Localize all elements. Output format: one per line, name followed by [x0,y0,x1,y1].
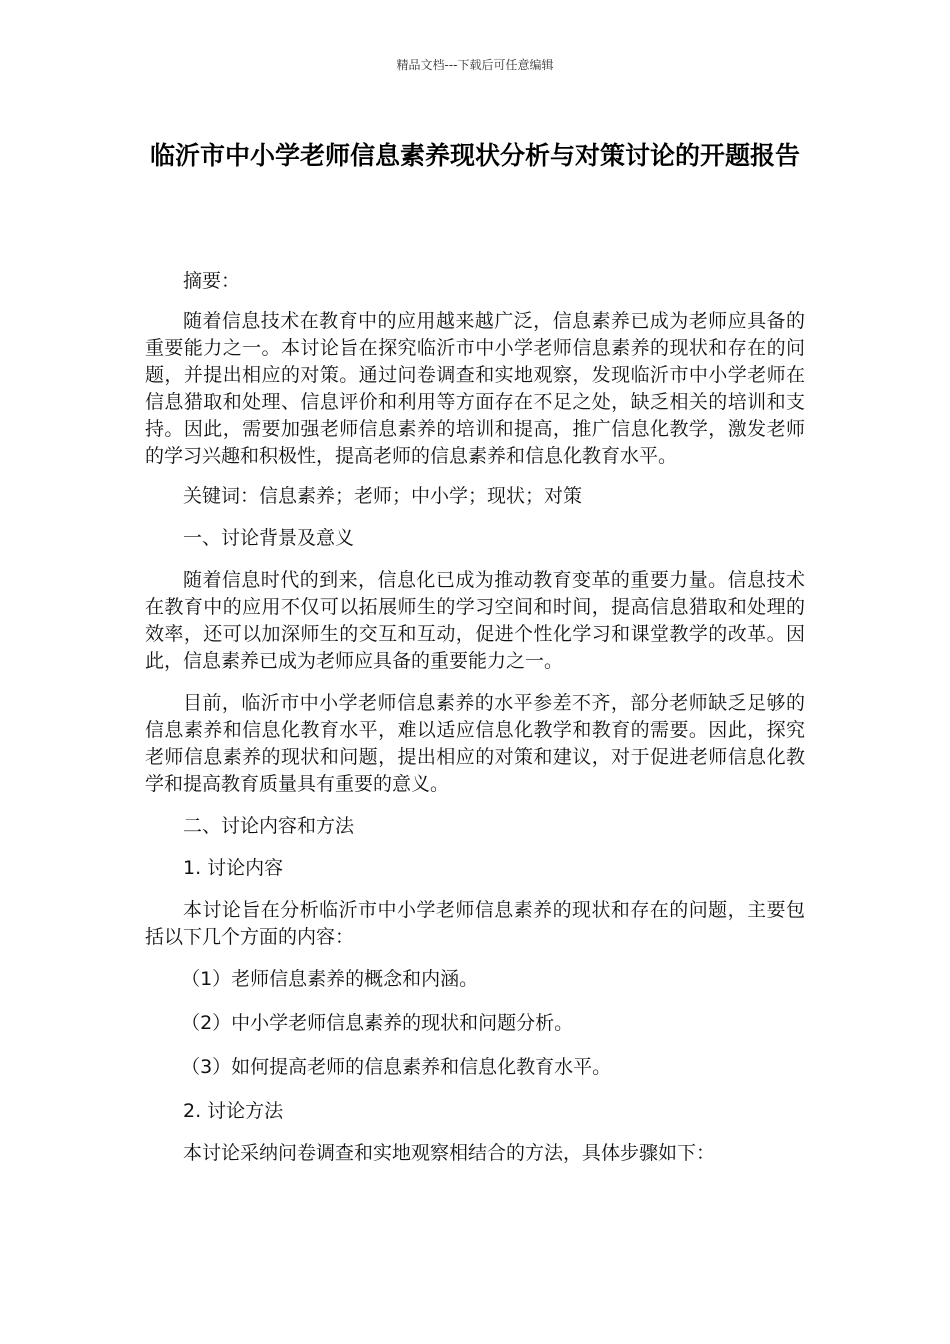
background-paragraph: 随着信息时代的到来，信息化已成为推动教育变革的重要力量。信息技术在教育中的应用不仅可以拓展师生的学习空间和时间，提高信息猎取和处理的效率，还可以加深师生的交互和互动，促进个性化学习和课堂教学的改革。因此，信息素养已成为老师应具备的重要能力之一。 [145,569,805,672]
content-intro-paragraph: 本讨论旨在分析临沂市中小学老师信息素养的现状和存在的问题，主要包括以下几个方面的内容： [145,899,805,948]
page-header: 精品文档---下载后可任意编辑 [396,58,554,72]
document-title: 临沂市中小学老师信息素养现状分析与对策讨论的开题报告 [149,141,800,170]
subheading-methods: 2. 讨论方法 [183,1100,284,1122]
list-item: （1）老师信息素养的概念和内涵。 [181,968,479,990]
section-heading-content-methods: 二、讨论内容和方法 [183,815,355,837]
abstract-heading: 摘要： [183,270,241,292]
keywords: 关键词：信息素养；老师；中小学；现状；对策 [183,485,583,507]
abstract-paragraph: 随着信息技术在教育中的应用越来越广泛，信息素养已成为老师应具备的重要能力之一。本讨论旨在探究临沂市中小学老师信息素养的现状和存在的问题，并提出相应的对策。通过问卷调查和实地观察，发现临沂市中小学老师在信息猎取和处理、信息评价和利用等方面存在不足之处，缺乏相关的培训和支持。因此，需要加强老师信息素养的培训和提高，推广信息化教学，激发老师的学习兴趣和积极性，提高老师的信息素养和信息化教育水平。 [145,310,805,467]
significance-paragraph: 目前，临沂市中小学老师信息素养的水平参差不齐，部分老师缺乏足够的信息素养和信息化教育水平，难以适应信息化教学和教育的需要。因此，探究老师信息素养的现状和问题，提出相应的对策和建议，对于促进老师信息化教学和提高教育质量具有重要的意义。 [145,692,805,795]
list-item: （2）中小学老师信息素养的现状和问题分析。 [181,1012,574,1034]
subheading-content: 1. 讨论内容 [183,857,284,879]
list-item: （3）如何提高老师的信息素养和信息化教育水平。 [181,1056,612,1078]
document-body [145,268,805,1182]
methods-paragraph: 本讨论采纳问卷调查和实地观察相结合的方法，具体步骤如下： [183,1142,716,1164]
section-heading-background: 一、讨论背景及意义 [183,527,355,549]
